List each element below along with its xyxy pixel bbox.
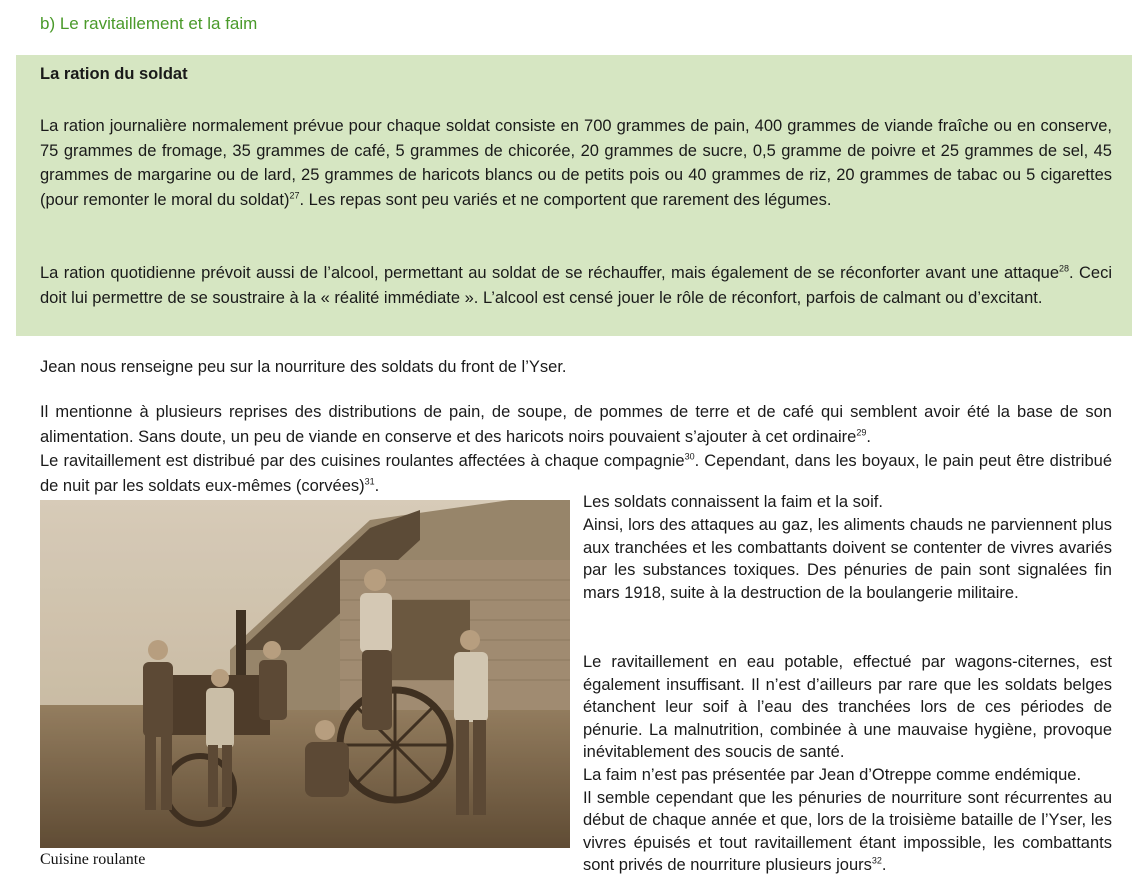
main-paragraph-intro: Jean nous renseigne peu sur la nourriture des soldats du front de l’Yser. [40, 358, 567, 376]
footnote-ref[interactable]: 28 [1059, 263, 1070, 274]
box-paragraph-ration: La ration journalière normalement prévue pour chaque soldat consiste en 700 grammes de pain, 400 grammes de viande fraîche ou en conserve, 75 grammes de fromage, 35 grammes de café, 5 grammes de chicorée, 20 grammes de sucre, 0,5 gramme de poivre et 25 grammes de sel, 45 grammes de margarine ou de lard, 25 grammes de haricots blancs ou de petits pois ou 40 grammes de riz, 20 grammes de tabac ou 5 cigarettes (pour remonter le moral du soldat)$^{27}$. Les repas sont peu variés et ne comportent que rarement des légumes. [40, 117, 1112, 209]
main-paragraph-distribution: Il mentionne à plusieurs reprises des distributions de pain, de soupe, de pommes de terre et de café qui semblent avoir été la base de son alimentation. Sans doute, un peu de viande en conserve et des haricots noirs pouvaient s’ajouter à cet ordinaire$^{29}$. Le ravitaillement est distribué par des cuisines roulantes affectées à chaque compagnie$^{30}$. Cependant, dans les boyaux, le pain peut être distribué de nuit par les soldats eux-mêmes (corvées)$^{31}$. [40, 403, 1112, 495]
section-title: b) Le ravitaillement et la faim [40, 14, 258, 33]
footnote-ref[interactable]: 29 [856, 427, 867, 437]
photo-field-kitchen [40, 500, 570, 848]
box-paragraph-alcool: La ration quotidienne prévoit aussi de l’alcool, permettant au soldat de se réchauffer, mais également de se réconforter avant une attaque$^{28}$. Ceci doit lui permettre de se soustraire à la « réalité immédiate ». L’alcool est censé jouer le rôle de réconfort, parfois de calmant ou d’excitant. [40, 263, 1112, 307]
right-column-paragraph-1: Les soldats connaissent la faim et la soif. Ainsi, lors des attaques au gaz, les aliments chauds ne parviennent plus aux tranchées et les combattants doivent se contenter de vivres avariés par les substances toxiques. Des pénuries de pain sont signalées fin mars 1918, suite à la destruction de la boulangerie militaire. [583, 493, 1112, 603]
footnote-ref[interactable]: 30 [684, 451, 695, 462]
right-column-paragraph-2: Le ravitaillement en eau potable, effectué par wagons-citernes, est également insuffisant. Il n’est d’ailleurs par rare que les soldats belges étanchent leur soif à l’eau des tranchées lors de ces périodes de pénurie. La malnutrition, combinée à une mauvaise hygiène, provoque inévitablement des soucis de santé. La faim n’est pas présentée par Jean d’Otreppe comme endémique. Il semble cependant que les pénuries de nourriture sont récurrentes au début de chaque année et que, lors de la troisième bataille de l’Yser, les vivres épuisés et tout ravitaillement étant impossible, les combattants sont privés de nourriture plusieurs jours$^{32}$. [583, 653, 1112, 875]
photo-illustration [40, 500, 570, 848]
footnote-ref[interactable]: 31 [364, 476, 375, 486]
footnote-ref[interactable]: 32 [871, 855, 882, 866]
box-title: La ration du soldat [40, 65, 188, 83]
footnote-ref[interactable]: 27 [289, 190, 300, 200]
photo-caption: Cuisine roulante [40, 851, 146, 868]
